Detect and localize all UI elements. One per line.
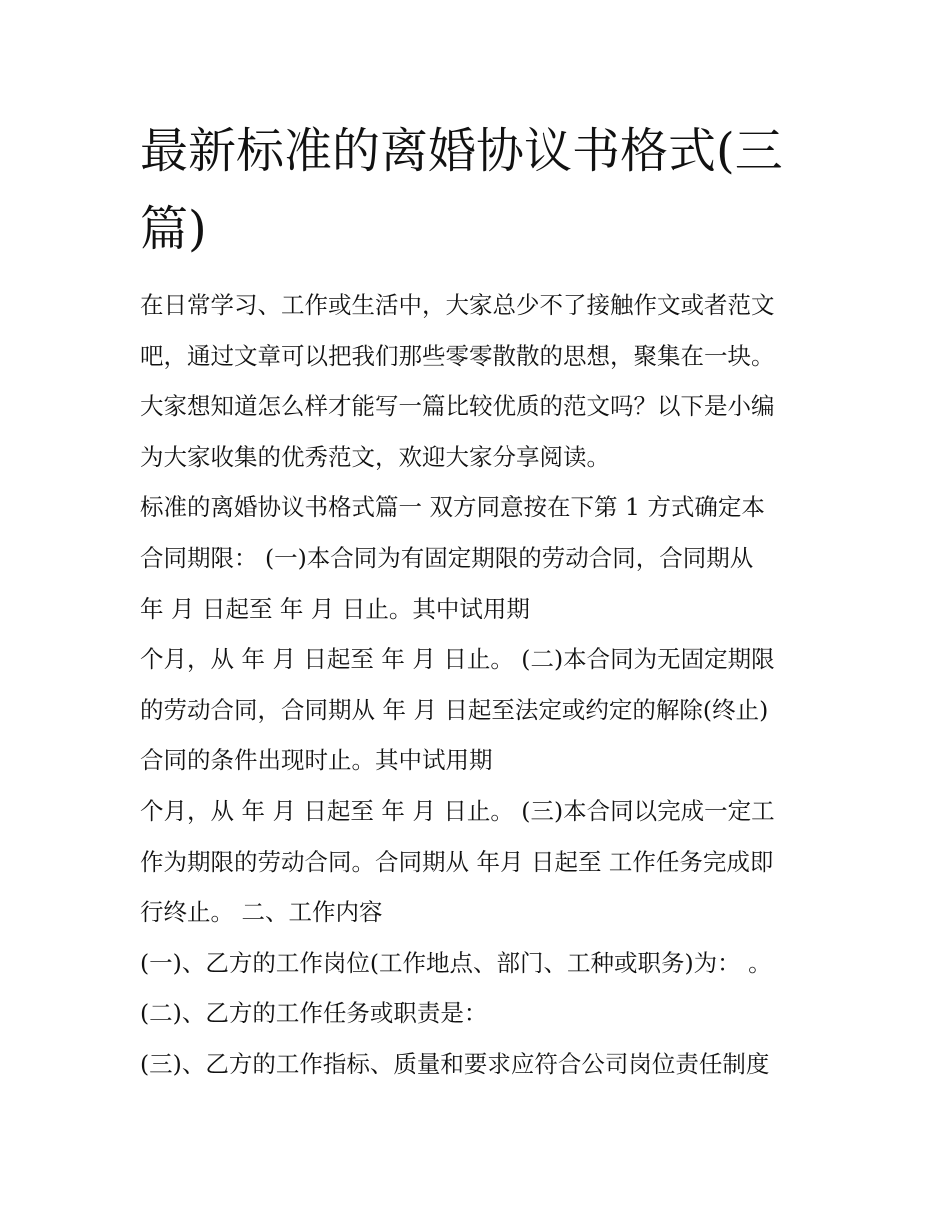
body-line-13: 行终止。 二、工作内容	[140, 898, 383, 927]
body-line-6: 合同期限： (一)本合同为有固定期限的劳动合同，合同期从	[140, 543, 754, 572]
body-line-16: (三)、乙方的工作指标、质量和要求应符合公司岗位责任制度	[140, 1049, 770, 1078]
body-line-3: 大家想知道怎么样才能写一篇比较优质的范文吗？以下是小编	[140, 392, 775, 421]
body-line-5: 标准的离婚协议书格式篇一 双方同意按在下第 1 方式确定本	[140, 493, 765, 522]
document-body	[140, 280, 830, 1090]
body-line-7: 年 月 日起至 年 月 日止。其中试用期	[140, 594, 530, 623]
title-line-2: 篇)	[140, 201, 207, 257]
body-line-1: 在日常学习、工作或生活中，大家总少不了接触作文或者范文	[140, 291, 775, 319]
title-line-1: 最新标准的离婚协议书格式(三	[140, 123, 783, 179]
body-line-2: 吧，通过文章可以把我们那些零零散散的思想，聚集在一块。	[140, 341, 775, 370]
body-line-12: 作为期限的劳动合同。合同期从 年月 日起至 工作任务完成即	[140, 847, 774, 876]
body-line-15: (二)、乙方的工作任务或职责是：	[140, 999, 488, 1028]
body-line-9: 的劳动合同，合同期从 年 月 日起至法定或约定的解除(终止)	[140, 695, 769, 724]
body-line-14: (一)、乙方的工作岗位(工作地点、部门、工种或职务)为： 。	[140, 948, 772, 977]
document-title	[140, 112, 830, 268]
body-line-10: 合同的条件出现时止。其中试用期	[140, 746, 493, 775]
body-line-8: 个月，从 年 月 日起至 年 月 日止。 (二)本合同为无固定期限	[140, 645, 775, 674]
document-page	[140, 112, 830, 1090]
body-line-4: 为大家收集的优秀范文，欢迎大家分享阅读。	[140, 442, 610, 471]
body-line-11: 个月，从 年 月 日起至 年 月 日止。 (三)本合同以完成一定工	[140, 796, 775, 825]
